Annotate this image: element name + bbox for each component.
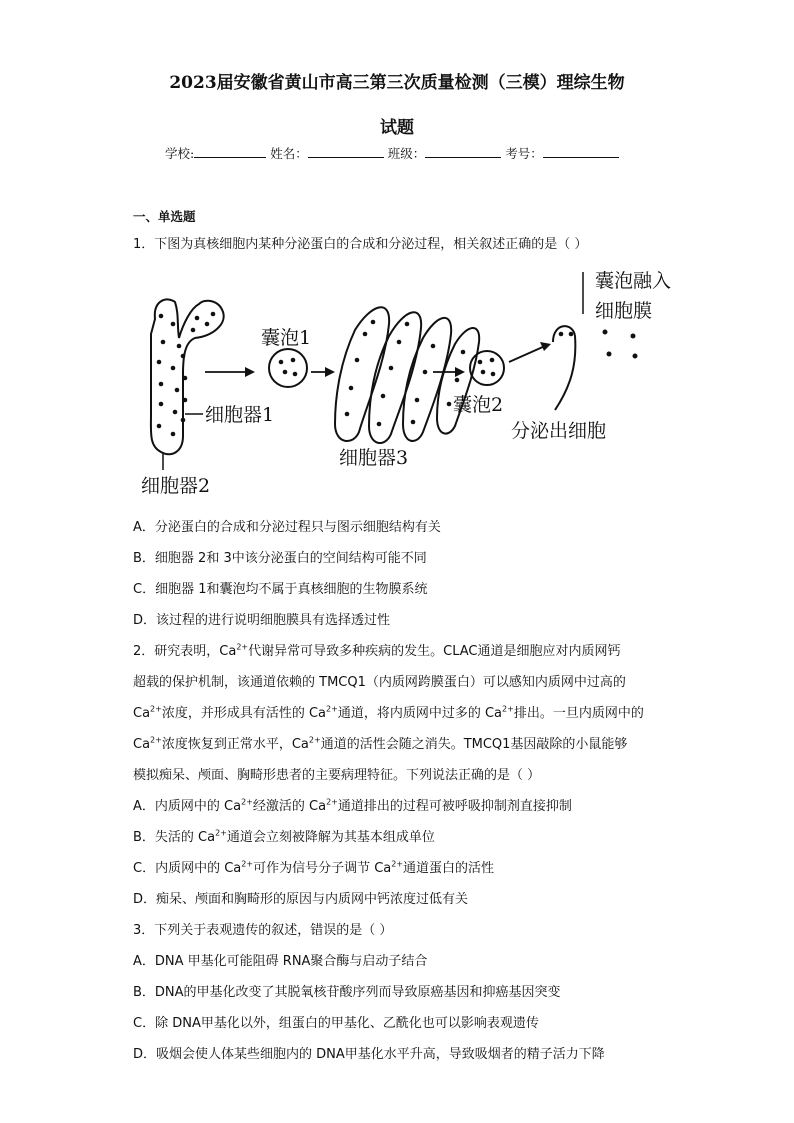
q2-line: $Ca^{2+}$浓度恢复到正常水平，$Ca^{2+}$通道的活性会随之消失。TMCQ1基因敲除的小鼠能够 (133, 735, 628, 752)
q2-line: 模拟痴呆、颅面、胸畸形患者的主要病理特征。下列说法正确的是（ ） (133, 768, 541, 783)
q3-option-a: A．DNA 甲基化可能阻碍 RNA聚合酶与启动子结合 (133, 954, 428, 969)
section-title: 一、单选题 (133, 209, 196, 224)
q3-option-d: D．吸烟会使人体某些细胞内的 DNA甲基化水平升高，导致吸烟者的精子活力下降 (133, 1047, 605, 1062)
class-blank[interactable] (425, 145, 501, 158)
id-blank[interactable] (543, 145, 619, 158)
q1-option-a: A．分泌蛋白的合成和分泌过程只与图示细胞结构有关 (133, 520, 441, 535)
paper-title-line2: 试题 (380, 118, 414, 138)
paper-title: 2023届安徽省黄山市高三第三次质量检测（三模）理综生物 (169, 73, 625, 93)
q1-option-d: D．该过程的进行说明细胞膜具有选择透过性 (133, 613, 391, 628)
student-info (165, 144, 619, 162)
q1-stem: 1．下图为真核细胞内某种分泌蛋白的合成和分泌过程，相关叙述正确的是（ ） (133, 237, 588, 252)
q1-option-c: C．细胞器 1和囊泡均不属于真核细胞的生物膜系统 (133, 582, 428, 597)
fuse-label-line2: 细胞膜 (595, 300, 653, 322)
q2-option-b: B．失活的 $Ca^{2+}$通道会立刻被降解为其基本组成单位 (133, 828, 435, 845)
organelle3-label: 细胞器3 (339, 447, 409, 469)
cell-membrane-line (555, 336, 575, 410)
organelle1-label: 细胞器1 (205, 404, 275, 426)
name-label: 姓名： (270, 146, 308, 161)
vesicle2-shape (470, 351, 504, 385)
organelle2-label: 细胞器2 (141, 475, 211, 497)
name-blank[interactable] (308, 145, 384, 158)
school-blank[interactable] (194, 145, 266, 158)
q2-line: 2．研究表明，$Ca^{2+}$代谢异常可导致多种疾病的发生。CLAC通道是细胞应对内质网钙 (133, 642, 621, 659)
school-label: 学校: (165, 146, 195, 161)
class-label: 班级： (387, 146, 426, 161)
vesicle1-label: 囊泡1 (261, 327, 312, 349)
q2-line: $Ca^{2+}$浓度，并形成具有活性的 $Ca^{2+}$通道，将内质网中过多的 $Ca^{2+}$排出。一旦内质网中的 (133, 704, 644, 721)
q1-option-b: B．细胞器 2和 3中该分泌蛋白的空间结构可能不同 (133, 551, 427, 566)
secretion-diagram (133, 264, 693, 504)
vesicle1-shape (269, 349, 307, 387)
q2-line: 超载的保护机制，该通道依赖的 TMCQ1（内质网跨膜蛋白）可以感知内质网中过高的 (133, 675, 626, 690)
q3-option-c: C．除 DNA甲基化以外，组蛋白的甲基化、乙酰化也可以影响表观遗传 (133, 1016, 539, 1031)
fuse-label-line1: 囊泡融入 (595, 270, 672, 292)
id-label: 考号： (505, 146, 543, 161)
secrete-label: 分泌出细胞 (511, 420, 607, 442)
q2-option-d: D．痴呆、颅面和胸畸形的原因与内质网中钙浓度过低有关 (133, 892, 469, 907)
secreted-proteins (603, 330, 638, 359)
q2-option-a: A．内质网中的 $Ca^{2+}$经激活的 $Ca^{2+}$通道排出的过程可被呼吸抑制剂直接抑制 (133, 797, 572, 814)
q3-option-b: B．DNA的甲基化改变了其脱氧核苷酸序列而导致原癌基因和抑癌基因突变 (133, 985, 561, 1000)
q3-stem: 3．下列关于表观遗传的叙述，错误的是（ ） (133, 923, 393, 938)
q2-option-c: C．内质网中的 $Ca^{2+}$可作为信号分子调节 $Ca^{2+}$通道蛋白的活性 (133, 859, 495, 876)
organelle2-shape (151, 299, 224, 454)
vesicle2-label: 囊泡2 (453, 394, 504, 416)
